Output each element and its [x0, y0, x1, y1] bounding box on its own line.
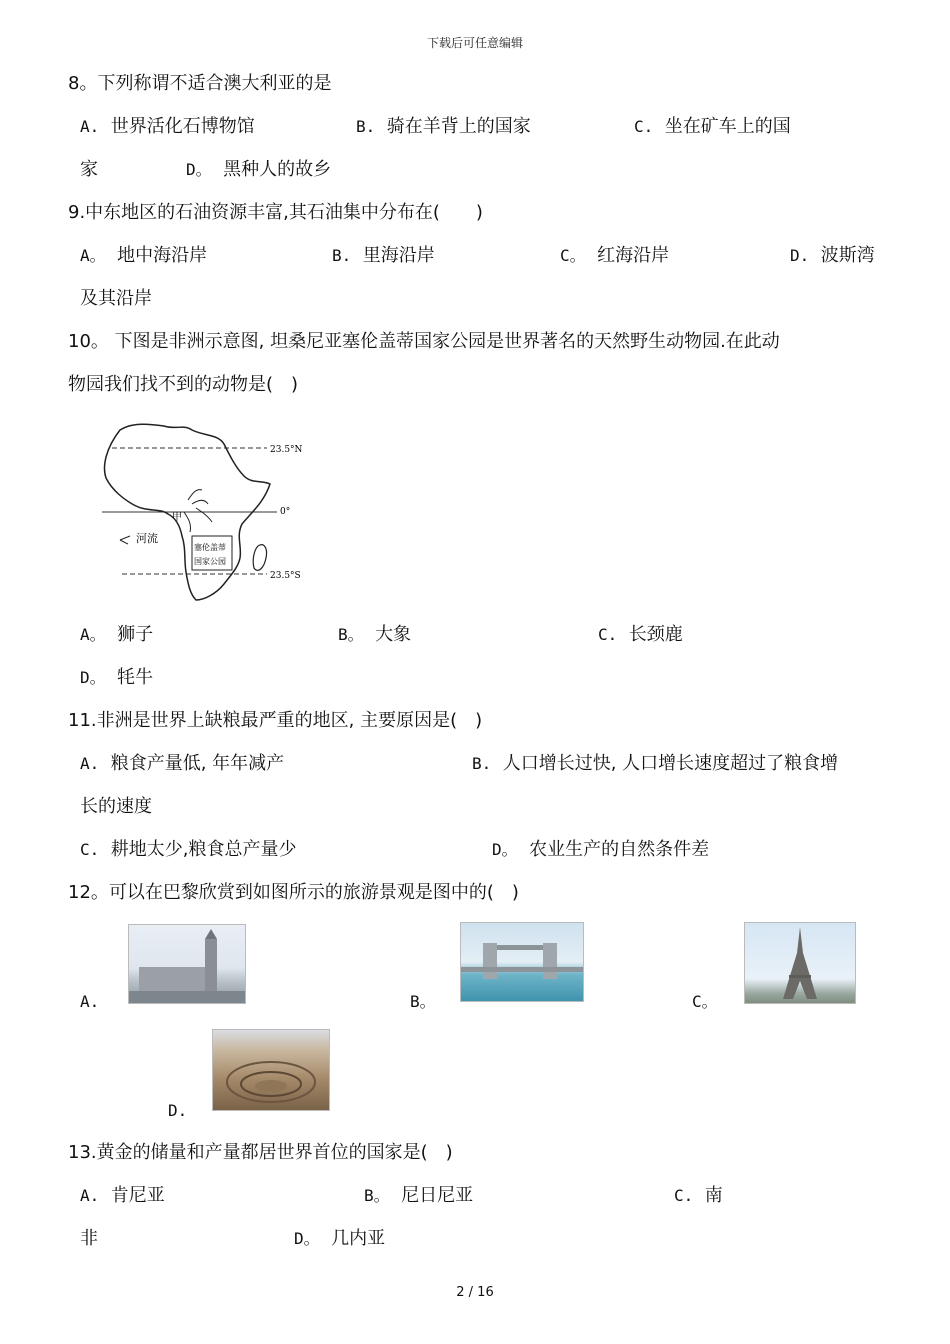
tower-bridge-illustration [461, 923, 583, 1001]
q11-option-b: B. 人口增长过快, 人口增长速度超过了粮食增 [472, 753, 839, 774]
q13-option-d: D。 几内亚 [294, 1228, 386, 1249]
q12-option-c-letter: C。 [692, 992, 718, 1011]
q9-option-c: C。 红海沿岸 [560, 245, 670, 266]
q12-option-b-letter: B。 [410, 992, 436, 1011]
q8-option-b: B. 骑在羊背上的国家 [356, 116, 531, 137]
big-ben-illustration [129, 925, 245, 1003]
question-10-stem-line1: 10。 下图是非洲示意图, 坦桑尼亚塞伦盖蒂国家公园是世界著名的天然野生动物园.在此动 [68, 331, 780, 352]
q8-option-a: A. 世界活化石博物馆 [80, 116, 255, 137]
question-10-stem-line2: 物园我们找不到的动物是( ) [68, 374, 299, 395]
question-13-stem: 13.黄金的储量和产量都居世界首位的国家是( ) [68, 1142, 453, 1163]
q13-option-b: B。 尼日尼亚 [364, 1185, 474, 1206]
tower-bridge-photo [460, 922, 584, 1002]
river-legend-symbol [120, 536, 130, 544]
park-label-line1: 塞伦盖蒂 [194, 543, 226, 552]
equator-label: 0° [280, 507, 291, 517]
q11-option-d: D。 农业生产的自然条件差 [492, 839, 710, 860]
jia-label: 甲 [172, 512, 182, 523]
q11-option-c: C. 耕地太少,粮食总产量少 [80, 839, 297, 860]
q12-option-a-letter: A. [80, 992, 100, 1011]
q8-option-c: C. 坐在矿车上的国 [634, 116, 791, 137]
page-header: 下载后可任意编辑 [426, 36, 523, 50]
q10-option-b: B。 大象 [338, 624, 412, 645]
q13-option-c: C. 南 [674, 1185, 723, 1206]
big-ben-parliament-photo [128, 924, 246, 1004]
q10-option-d: D。 牦牛 [80, 667, 154, 688]
q9-option-d: D. 波斯湾 [790, 245, 875, 266]
q8-option-d: D。 黑种人的故乡 [186, 159, 332, 180]
q11-option-a: A. 粮食产量低, 年年减产 [80, 753, 285, 774]
q9-option-b: B. 里海沿岸 [332, 245, 435, 266]
madagascar-outline [253, 545, 266, 571]
q10-option-c: C. 长颈鹿 [598, 624, 683, 645]
tropic-north-label: 23.5°N [270, 445, 303, 455]
park-label-line2: 国家公园 [194, 557, 226, 566]
q11-option-b-continued: 长的速度 [80, 796, 152, 817]
question-12-stem: 12。可以在巴黎欣赏到如图所示的旅游景观是图中的( ) [68, 882, 519, 903]
question-11-stem: 11.非洲是世界上缺粮最严重的地区, 主要原因是( ) [68, 710, 483, 731]
eiffel-tower-photo [744, 922, 856, 1004]
q12-option-d-letter: D. [168, 1101, 188, 1120]
africa-map [92, 408, 322, 608]
q8-option-c-continued: 家 [80, 159, 98, 180]
q13-option-a: A. 肯尼亚 [80, 1185, 165, 1206]
page-number: 2 / 16 [456, 1285, 494, 1300]
colosseum-photo [212, 1029, 330, 1111]
question-9-stem: 9.中东地区的石油资源丰富,其石油集中分布在( ) [68, 202, 483, 223]
q9-option-d-continued: 及其沿岸 [80, 288, 152, 309]
q13-option-c-continued: 非 [80, 1228, 98, 1249]
question-8-stem: 8。下列称谓不适合澳大利亚的是 [68, 73, 332, 94]
q10-option-a: A。 狮子 [80, 624, 154, 645]
africa-map-svg [92, 408, 322, 608]
colosseum-illustration [213, 1030, 329, 1110]
tropic-south-label: 23.5°S [270, 571, 301, 581]
q9-option-a: A。 地中海沿岸 [80, 245, 208, 266]
eiffel-tower-illustration [745, 923, 855, 1003]
river-legend-label: 河流 [136, 532, 158, 545]
river-lines [184, 490, 212, 532]
